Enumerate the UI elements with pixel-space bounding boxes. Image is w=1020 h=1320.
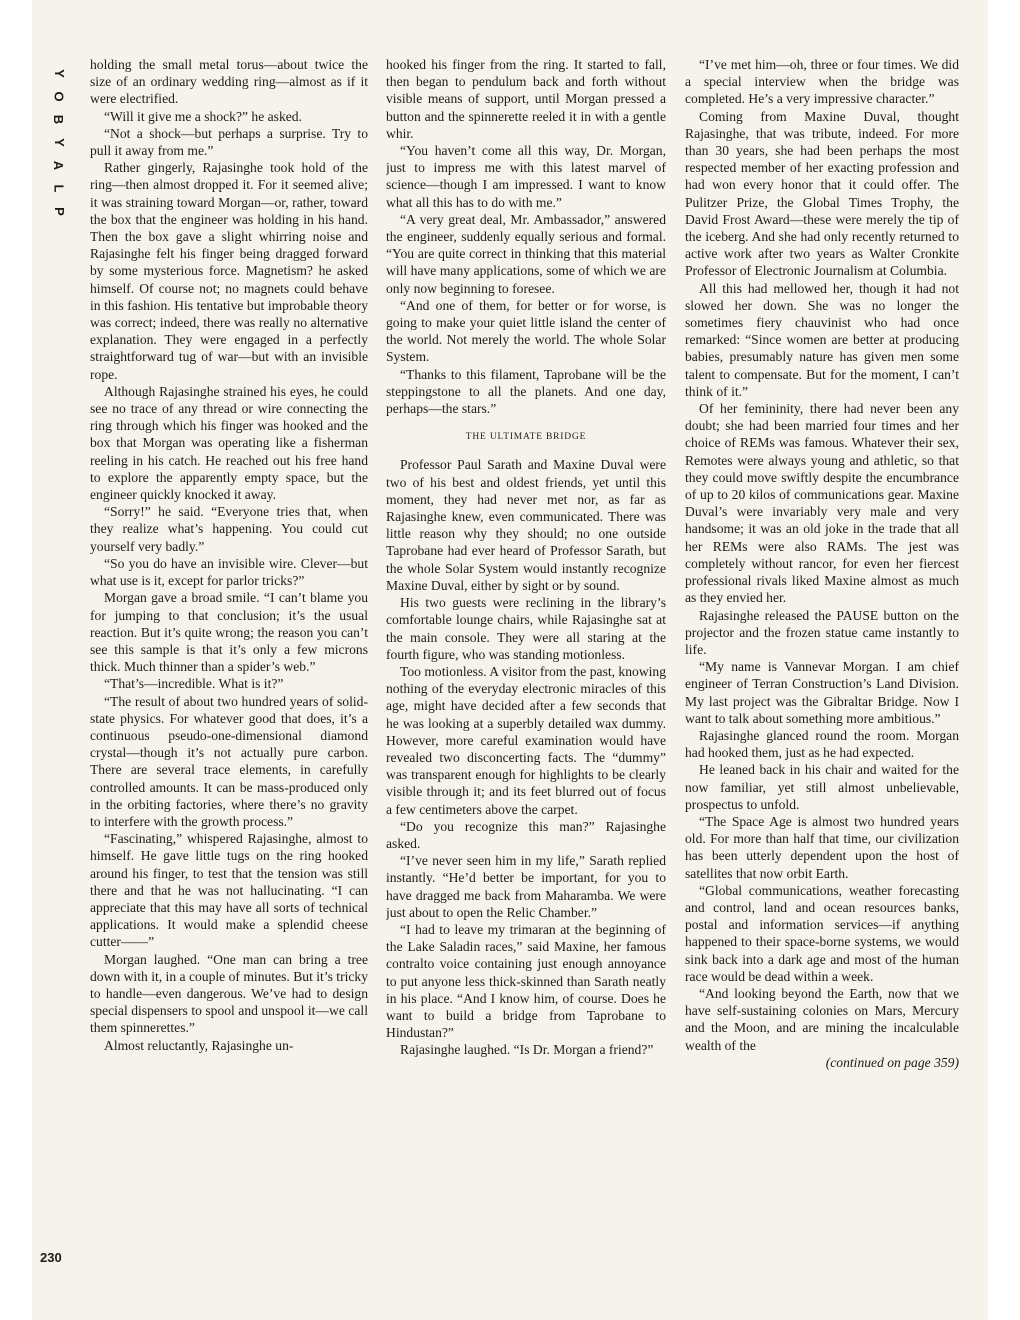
paragraph: Professor Paul Sarath and Maxine Duval were two of his best and oldest friends, yet until this moment, they had never met nor, as far as Rajasinghe knew, even communicated. There was little reason why they should; no one outside Taprobane had ever heard of Professor Sarath, but the whole Solar System would instantly recognize Maxine Duval, either by sight or by sound. (386, 457, 666, 593)
paragraph: His two guests were reclining in the library’s comfortable lounge chairs, while Rajasinghe sat at the main console. They were all staring at the fourth figure, who was standing motionless. (386, 595, 666, 662)
paragraph: “My name is Vannevar Morgan. I am chief engineer of Terran Construction’s Land Division. My last project was the Gibraltar Bridge. Now I want to talk about something more ambitious.” (685, 659, 959, 726)
title-letter: L (51, 184, 67, 193)
paragraph: Almost reluctantly, Rajasinghe un- (104, 1037, 294, 1053)
paragraph: hooked his finger from the ring. It started to fall, then began to pendulum back and forth without visible means of support, until Morgan pressed a button and the spinnerette reeled it in with a gentle whir. (386, 57, 666, 141)
section-subheading: THE ULTIMATE BRIDGE (465, 432, 587, 443)
title-letter: Y (51, 138, 67, 147)
paragraph: “Will it give me a shock?” he asked. (104, 108, 302, 124)
paragraph: Morgan laughed. “One man can bring a tree down with it, in a couple of minutes. But it’s tricky to handle—even dangerous. We’ve had to design special dispensers to spool and unspool it—we call them spinnerettes.” (90, 951, 368, 1036)
paragraph: Too motionless. A visitor from the past, knowing nothing of the everyday electronic miracles of this age, might have decided after a few seconds that he was looking at a superbly detailed wax dummy. However, more careful examination would have revealed two disconcerting facts. The “dummy” was transparent enough for highlights to be clearly visible through it; and its feet blurred out of focus a few centimeters above the carpet. (386, 663, 666, 817)
paragraph: “Global communications, weather forecasting and control, land and ocean resources banks, postal and information services—if anything happened to their space-borne systems, we would sink back into a dark age and most of the human race would be dead within a week. (685, 882, 959, 984)
text-column-3 (685, 56, 959, 1296)
paragraph: Although Rajasinghe strained his eyes, he could see no trace of any thread or wire connecting the ring through which his finger was hooked and the box that Morgan was operating like a fisherman reeling in his catch. He reached out his free hand to explore the apparently empty space, but the engineer quickly knocked it away. (90, 383, 368, 503)
paragraph: “Sorry!” he said. “Everyone tries that, when they realize what’s happening. You could cut yourself very badly.” (90, 504, 368, 554)
paragraph: Rajasinghe laughed. “Is Dr. Morgan a friend?” (400, 1042, 654, 1058)
paragraph: “I had to leave my trimaran at the beginning of the Lake Saladin races,” said Maxine, her famous contralto voice containing just enough annoyance to put anyone less thick-skinned than Sarath neatly in his place. “And I know him, of course. Does he want to build a bridge from Taprobane to Hindustan?” (386, 921, 666, 1041)
paragraph: “And looking beyond the Earth, now that we have self-sustaining colonies on Mars, Mercury and the Moon, and are mining the incalculable wealth of the (685, 985, 959, 1053)
paragraph: “That’s—incredible. What is it?” (104, 676, 284, 692)
paragraph: “I’ve never seen him in my life,” Sarath replied instantly. “He’d better be important, for you to have dragged me back from Maharamba. We were just about to open the Relic Chamber.” (386, 853, 666, 920)
title-letter: B (51, 114, 67, 125)
continued-note: (continued on page 359) (825, 1054, 959, 1070)
paragraph: “A very great deal, Mr. Ambassador,” answered the engineer, suddenly equally serious and formal. “You are quite correct in thinking that this material will have many applications, some of which we are only now beginning to foresee. (386, 211, 666, 296)
paragraph: Rather gingerly, Rajasinghe took hold of the ring—then almost dropped it. For it seemed alive; it was straining toward Morgan—or, rather, toward the box that the engineer was holding in his hand. Then the box gave a slight whirring noise and Rajasinghe felt his finger being dragged forward by some mysterious force. Magnetism? he asked himself. Of course not; no magnets could behave in this fashion. His tentative but improbable theory was correct; indeed, there was really no alternative explanation. They were engaged in a perfectly straightforward tug of war—but with an invisible rope. (90, 160, 368, 382)
text-column-2 (386, 56, 666, 1296)
paragraph: “Not a shock—but perhaps a surprise. Try to pull it away from me.” (90, 125, 368, 159)
paragraph: holding the small metal torus—about twice the size of an ordinary wedding ring—almost as if it were electrified. (90, 57, 368, 107)
title-letter: P (51, 207, 67, 216)
paragraph: “And one of them, for better or for worse, is going to make your quiet little island the center of the world. Not merely the world. The whole Solar System. (386, 297, 666, 365)
paragraph: Rajasinghe released the PAUSE button on the projector and the frozen statue came instantly to life. (685, 607, 959, 657)
paragraph: “You haven’t come all this way, Dr. Morgan, just to impress me with this latest marvel of science—though I am impressed. I want to know what all this has to do with me.” (386, 143, 666, 210)
paragraph: Of her femininity, there had never been any doubt; she had been married four times and her choice of REMs was famous. Whatever their sex, Remotes were always young and athletic, so that they could move swiftly despite the encumbrance of up to 20 kilos of communications gear. Maxine Duval’s were invariably very male and very handsome; it was an old joke in the trade that all her REMs were also RAMs. The jest was completely without rancor, for even her fiercest professional rivals liked Maxine almost as much as they envied her. (685, 401, 959, 606)
paragraph: “Do you recognize this man?” Rajasinghe asked. (386, 818, 666, 851)
page-number: 230 (40, 1250, 62, 1265)
paragraph: “Thanks to this filament, Taprobane will be the steppingstone to all the planets. And one day, perhaps—the stars.” (386, 366, 666, 417)
paragraph: “I’ve met him—oh, three or four times. We did a special interview when the bridge was completed. He’s a very impressive character.” (685, 57, 959, 107)
paragraph: Coming from Maxine Duval, thought Rajasinghe, that was tribute, indeed. For more than 30 years, she had been perhaps the most respected member of her exacting profession and had won every honor that it could offer. The Pulitzer Prize, the Global Times Trophy, the David Frost Award—these were merely the tip of the iceberg. And she had only recently returned to active work after two years as Walter Cronkite Professor of Electronic Journalism at Columbia. (685, 108, 959, 279)
paragraph: He leaned back in his chair and waited for the now familiar, yet still almost unbelievable, prospectus to unfold. (685, 762, 959, 812)
title-letter: O (51, 91, 67, 102)
paragraph: All this had mellowed her, though it had not slowed her down. She was no longer the sometimes fiery chauvinist who had once remarked: “Since women are better at producing babies, presumably nature has given men some talent to compensate. But for the moment, I can’t think of it.” (685, 280, 959, 399)
title-letter: A (51, 160, 67, 171)
text-column-1 (90, 56, 368, 1296)
paragraph: “So you do have an invisible wire. Clever—but what use is it, except for parlor tricks?” (90, 555, 368, 589)
paragraph: “The Space Age is almost two hundred years old. For more than half that time, our civilization has been utterly dependent upon the host of satellites that now orbit Earth. (685, 813, 959, 881)
paragraph: Rajasinghe glanced round the room. Morgan had hooked them, just as he had expected. (685, 727, 959, 761)
magazine-title-vertical (52, 62, 66, 223)
paragraph: “The result of about two hundred years of solid-state physics. For whatever good that does, it’s a continuous pseudo-one-dimensional diamond crystal—though it’s not actually pure carbon. There are several trace elements, in carefully controlled amounts. It can be mass-produced only in the orbiting factories, where there’s no gravity to interfere with the growth process.” (90, 693, 368, 829)
paragraph: Morgan gave a broad smile. “I can’t blame you for jumping to that conclusion; it’s the usual reaction. But it’s quite wrong; the reason you can’t see this sample is that it’s only a few microns thick. Much thinner than a spider’s web.” (90, 590, 368, 675)
title-letter: Y (51, 69, 67, 78)
paragraph: “Fascinating,” whispered Rajasinghe, almost to himself. He gave little tugs on the ring hooked around his finger, to test that the tension was still there and that he was not hallucinating. “I can appreciate that this may have all sorts of technical applications. It would make a splendid cheese cutter——” (90, 831, 368, 950)
